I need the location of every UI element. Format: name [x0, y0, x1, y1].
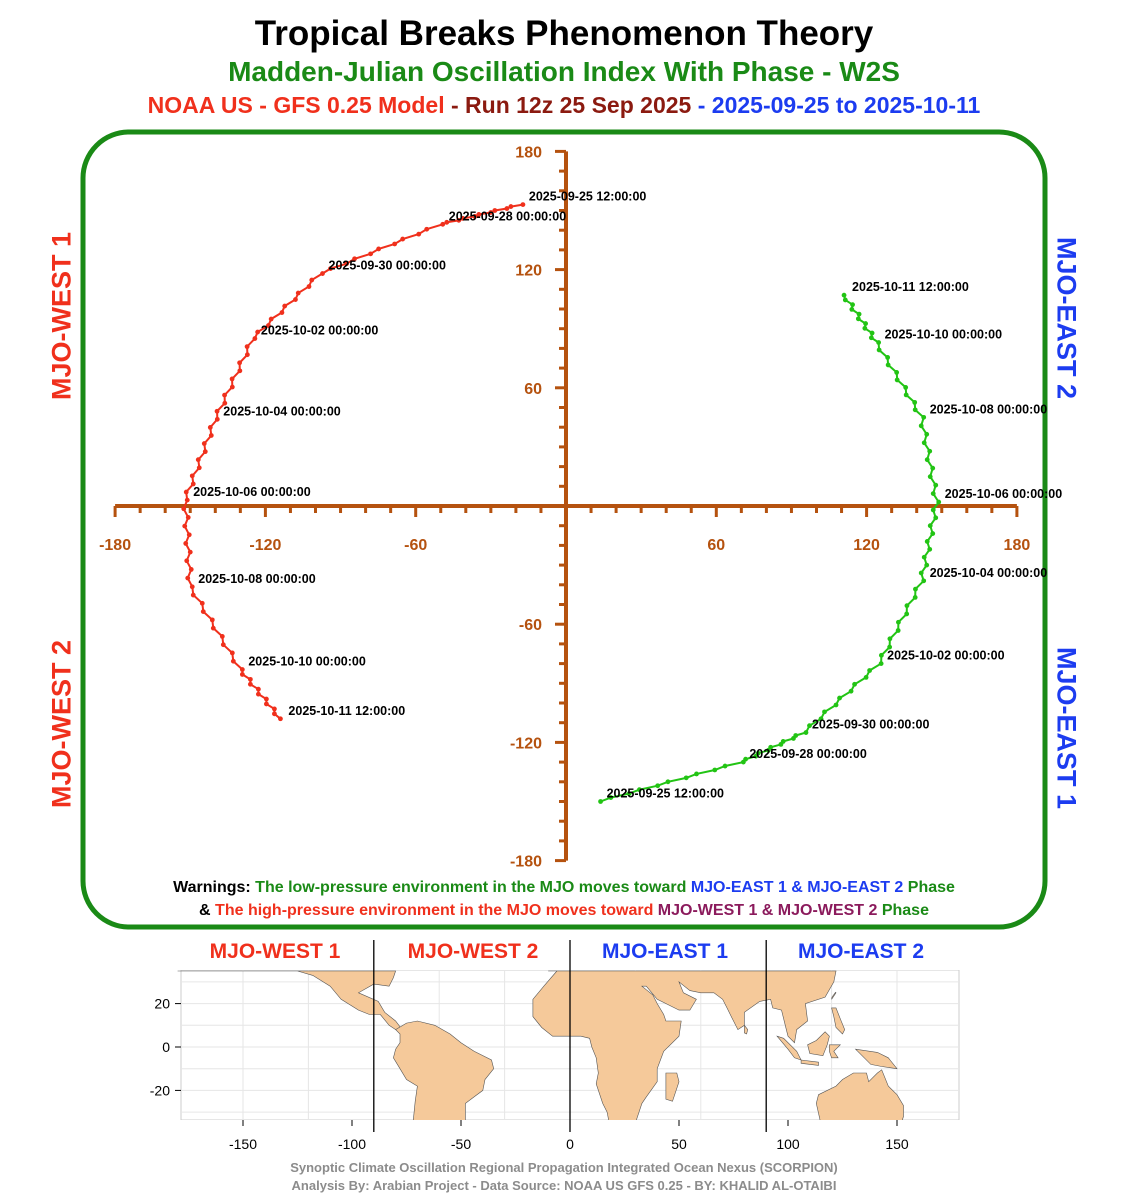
warnings-line-2: [0, 902, 1128, 920]
map-x-tick-label: -50: [450, 1136, 472, 1152]
series-point-0: [440, 222, 445, 227]
series-point-1: [822, 709, 827, 714]
phase-label-west2: MJO-WEST 2: [46, 639, 77, 809]
y-tick-label: -120: [509, 735, 542, 753]
series-point-0: [245, 352, 250, 357]
series-point-0: [185, 498, 190, 503]
date-label: 2025-09-28 00:00:00: [448, 209, 567, 224]
series-point-1: [927, 449, 932, 454]
series-point-0: [230, 651, 235, 656]
series-point-1: [793, 733, 798, 738]
series-point-0: [189, 567, 194, 572]
date-label: 2025-09-25 12:00:00: [606, 786, 725, 801]
series-point-1: [857, 312, 862, 317]
series-point-1: [712, 768, 717, 773]
series-point-1: [879, 653, 884, 658]
series-point-0: [203, 449, 208, 454]
series-point-0: [237, 368, 242, 373]
series-point-0: [293, 297, 298, 302]
strip-label-east2: MJO-EAST 2: [797, 940, 925, 963]
map-x-tick-label: 0: [566, 1136, 574, 1152]
y-tick-label: 60: [524, 380, 542, 398]
warning-ampersand: &: [199, 902, 211, 919]
date-label: 2025-09-30 00:00:00: [328, 258, 446, 273]
series-point-0: [185, 576, 190, 581]
series-point-1: [804, 730, 809, 735]
series-point-0: [400, 237, 405, 242]
series-point-1: [913, 407, 918, 412]
series-point-0: [245, 344, 250, 349]
map-y-tick-label: -20: [149, 1082, 170, 1099]
series-point-0: [222, 393, 227, 398]
series-point-1: [867, 668, 872, 673]
strip-label-west2: MJO-WEST 2: [407, 940, 539, 963]
series-point-0: [264, 702, 269, 707]
y-tick-label: -180: [509, 853, 542, 871]
date-label: 2025-10-08 00:00:00: [198, 571, 316, 586]
warning-west-phases: MJO-WEST 1 & MJO-WEST 2: [657, 902, 878, 919]
series-point-0: [307, 284, 312, 289]
date-label: 2025-10-02 00:00:00: [887, 648, 1005, 663]
date-label: 2025-10-10 00:00:00: [884, 327, 1003, 342]
series-point-0: [183, 541, 188, 546]
model-name: NOAA US - GFS 0.25 Model: [147, 92, 445, 118]
series-point-1: [864, 675, 869, 680]
series-point-1: [912, 400, 917, 405]
series-point-1: [876, 340, 881, 345]
series-point-1: [896, 620, 901, 625]
series-point-1: [921, 415, 926, 420]
series-point-1: [925, 457, 930, 462]
series-point-0: [252, 336, 257, 341]
x-tick-label: -180: [99, 537, 132, 554]
series-point-1: [928, 474, 933, 479]
series-point-1: [927, 547, 932, 552]
series-point-0: [416, 232, 421, 237]
series-point-1: [850, 302, 855, 307]
series-point-1: [930, 531, 935, 536]
warnings-prefix: Warnings:: [173, 879, 251, 896]
warning-east-phases: MJO-EAST 1 & MJO-EAST 2: [690, 879, 904, 896]
series-point-0: [190, 584, 195, 589]
series-point-1: [863, 321, 868, 326]
series-point-1: [781, 739, 786, 744]
series-point-0: [184, 490, 189, 495]
series-point-0: [278, 716, 283, 721]
series-point-0: [248, 682, 253, 687]
date-label: 2025-10-02 00:00:00: [260, 323, 379, 338]
series-point-1: [904, 392, 909, 397]
series-point-0: [264, 697, 269, 702]
series-point-0: [215, 417, 220, 422]
series-point-1: [930, 466, 935, 471]
series-line-0: [184, 205, 523, 719]
series-point-1: [922, 440, 927, 445]
series-point-0: [190, 473, 195, 478]
series-point-1: [849, 307, 854, 312]
series-point-0: [221, 642, 226, 647]
series-point-0: [296, 291, 301, 296]
series-point-0: [210, 617, 215, 622]
x-tick-label: -120: [249, 537, 282, 554]
series-point-0: [181, 506, 186, 511]
date-label: 2025-10-11 12:00:00: [852, 280, 969, 295]
series-point-0: [230, 377, 235, 382]
series-point-0: [255, 330, 260, 335]
series-point-0: [231, 659, 236, 664]
map-bottom-mask: [150, 1120, 1000, 1132]
series-point-0: [188, 550, 193, 555]
series-point-0: [184, 558, 189, 563]
warning-high-pressure: The high-pressure environment in the MJO moves toward: [215, 902, 654, 919]
date-label: 2025-09-28 00:00:00: [749, 747, 867, 762]
date-label: 2025-10-04 00:00:00: [223, 404, 341, 419]
series-point-1: [928, 523, 933, 528]
phase-label-east1: MJO-EAST 1: [1051, 646, 1082, 810]
separator: -: [691, 92, 712, 118]
series-point-0: [220, 634, 225, 639]
map-y-tick-label: 20: [154, 995, 170, 1012]
series-point-1: [870, 331, 875, 336]
series-point-1: [842, 293, 847, 298]
warning-phase-word: Phase: [907, 879, 955, 896]
series-point-1: [921, 578, 926, 583]
series-point-1: [919, 423, 924, 428]
series-point-0: [202, 441, 207, 446]
series-point-0: [256, 687, 261, 692]
series-point-1: [904, 612, 909, 617]
series-point-1: [723, 764, 728, 769]
series-point-0: [197, 465, 202, 470]
date-label: 2025-10-11 12:00:00: [288, 703, 406, 718]
series-point-1: [895, 378, 900, 383]
series-point-0: [269, 317, 274, 322]
x-tick-label: -60: [404, 537, 428, 554]
series-point-0: [182, 524, 187, 529]
footer-line-1: Synoptic Climate Oscillation Regional Propagation Integrated Ocean Nexus (SCORPION): [290, 1160, 838, 1175]
series-point-0: [256, 692, 261, 697]
chart-title: Tropical Breaks Phenomenon Theory: [254, 14, 874, 53]
axes: [99, 144, 1030, 870]
series-point-1: [931, 508, 936, 513]
separator: -: [444, 92, 466, 118]
series-point-1: [886, 363, 891, 368]
y-tick-label: 180: [515, 144, 542, 162]
series-point-0: [186, 515, 191, 520]
series-point-1: [919, 571, 924, 576]
phase-label-west1: MJO-WEST 1: [46, 231, 77, 401]
series-point-1: [913, 587, 918, 592]
series-point-1: [862, 326, 867, 331]
series-point-1: [885, 355, 890, 360]
series-point-1: [936, 500, 941, 505]
series-point-1: [924, 432, 929, 437]
series-point-1: [925, 539, 930, 544]
series-point-1: [933, 515, 938, 520]
series-point-1: [896, 628, 901, 633]
strip-label-west1: MJO-WEST 1: [209, 940, 341, 963]
series-point-0: [201, 609, 206, 614]
map-x-tick-label: -100: [337, 1136, 367, 1152]
series-point-1: [905, 603, 910, 608]
map-x-tick-label: 150: [885, 1136, 909, 1152]
series-point-0: [209, 433, 214, 438]
series-point-1: [877, 348, 882, 353]
chart-subtitle: Madden-Julian Oscillation Index With Phase - W2S: [228, 56, 900, 87]
date-range: 2025-09-25 to 2025-10-11: [711, 92, 981, 118]
x-tick-label: 180: [1003, 537, 1031, 554]
map-x-tick-label: 50: [671, 1136, 687, 1152]
series-point-1: [869, 335, 874, 340]
series-point-1: [856, 316, 861, 321]
series-point-1: [666, 779, 671, 784]
series-point-1: [843, 298, 848, 303]
phase-label-east2: MJO-EAST 2: [1051, 236, 1082, 400]
map-y-tick-label: 0: [162, 1039, 170, 1055]
series-point-1: [684, 775, 689, 780]
footer-line-2: Analysis By: Arabian Project - Data Source: NOAA US GFS 0.25 - BY: KHALID AL-OTAIBI: [291, 1178, 837, 1193]
series-point-1: [931, 491, 936, 496]
series-point-1: [913, 595, 918, 600]
series-point-1: [598, 799, 603, 804]
series-point-0: [240, 672, 245, 677]
series-point-1: [887, 636, 892, 641]
series-point-0: [376, 247, 381, 252]
run-time: Run 12z 25 Sep 2025: [465, 92, 692, 118]
date-label: 2025-10-04 00:00:00: [929, 565, 1048, 580]
warning-low-pressure: The low-pressure environment in the MJO moves toward: [255, 879, 687, 896]
x-tick-label: 120: [853, 537, 880, 554]
series-point-0: [280, 310, 285, 315]
series-point-0: [196, 457, 201, 462]
y-tick-label: 120: [515, 262, 542, 280]
series-point-1: [933, 483, 938, 488]
warning-phase-word: Phase: [881, 902, 929, 919]
series-point-0: [282, 304, 287, 309]
series-point-1: [922, 555, 927, 560]
series-point-1: [903, 385, 908, 390]
series-point-1: [894, 370, 899, 375]
series-point-0: [240, 667, 245, 672]
y-tick-label: -60: [518, 617, 542, 635]
strip-label-east1: MJO-EAST 1: [601, 940, 729, 963]
series-point-0: [392, 242, 397, 247]
warnings-line-1: [0, 879, 1128, 897]
series-point-1: [837, 696, 842, 701]
series-layer: [181, 190, 1062, 804]
world-map-strip: [150, 940, 1000, 1152]
series-point-0: [187, 532, 192, 537]
series-point-1: [849, 689, 854, 694]
series-point-1: [694, 772, 699, 777]
x-tick-label: 60: [707, 537, 726, 554]
series-point-0: [521, 202, 526, 207]
date-label: 2025-09-25 12:00:00: [528, 189, 647, 204]
series-point-0: [200, 601, 205, 606]
series-point-1: [743, 757, 748, 762]
series-point-0: [320, 271, 325, 276]
date-label: 2025-09-30 00:00:00: [811, 717, 930, 732]
series-point-0: [230, 385, 235, 390]
map-x-tick-label: 100: [776, 1136, 800, 1152]
series-point-1: [834, 703, 839, 708]
series-point-1: [924, 563, 929, 568]
date-label: 2025-10-06 00:00:00: [944, 487, 1063, 502]
series-point-0: [309, 278, 314, 283]
series-point-0: [424, 227, 429, 232]
series-point-0: [191, 593, 196, 598]
series-point-0: [248, 677, 253, 682]
date-label: 2025-10-06 00:00:00: [193, 485, 311, 500]
date-label: 2025-10-08 00:00:00: [929, 402, 1048, 417]
map-x-tick-label: -150: [228, 1136, 258, 1152]
series-point-1: [879, 661, 884, 666]
series-point-0: [237, 360, 242, 365]
series-point-0: [215, 409, 220, 414]
series-point-0: [211, 626, 216, 631]
series-point-0: [208, 425, 213, 430]
series-point-0: [272, 707, 277, 712]
date-label: 2025-10-10 00:00:00: [248, 654, 366, 669]
series-point-1: [852, 682, 857, 687]
series-point-0: [272, 711, 277, 716]
series-point-0: [368, 251, 373, 256]
